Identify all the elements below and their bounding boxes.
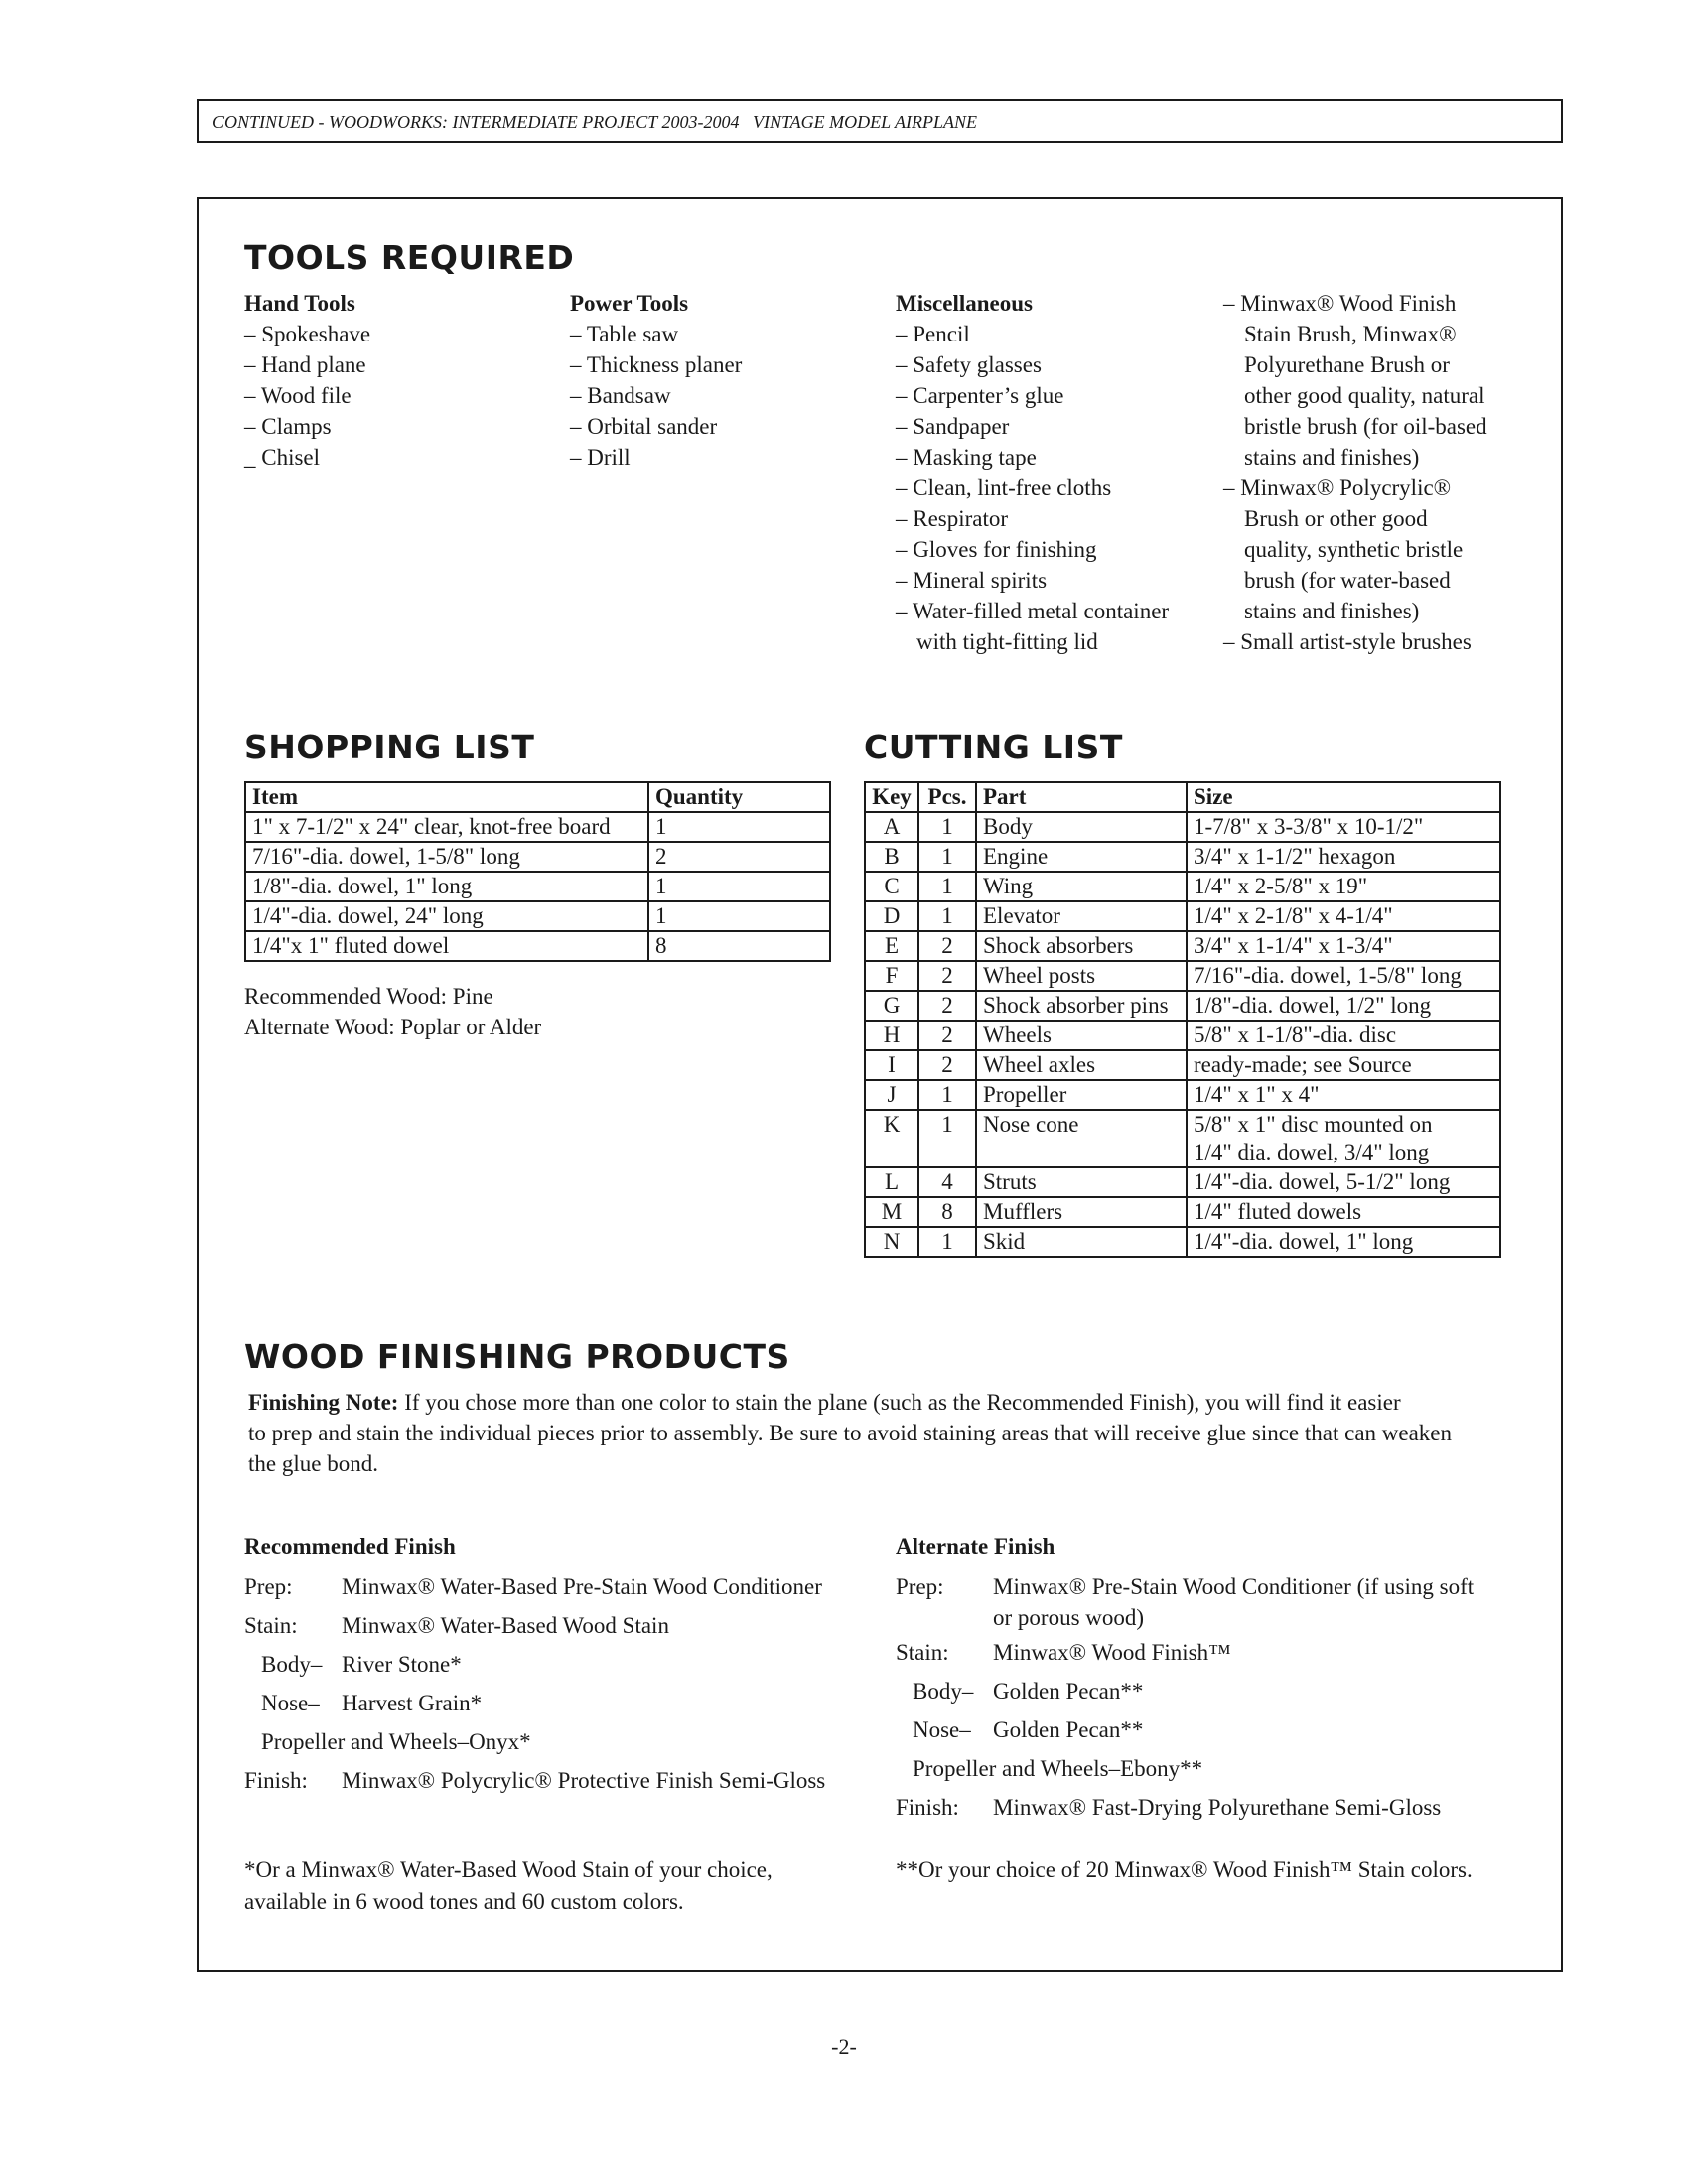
finish-body-row: Body– River Stone*	[261, 1652, 462, 1677]
page-header-text: CONTINUED - WOODWORKS: INTERMEDIATE PROJECT 2003-2004 VINTAGE MODEL AIRPLANE	[212, 112, 977, 132]
misc-item: – Pencil	[896, 322, 970, 346]
shopping-list-title: SHOPPING LIST	[244, 728, 535, 766]
misc-item: – Safety glasses	[896, 352, 1042, 377]
table-row: E 2 Shock absorbers 3/4" x 1-1/4" x 1-3/4"	[865, 931, 1500, 961]
misc-item: – Carpenter’s glue	[896, 383, 1064, 408]
table-row: G 2 Shock absorber pins 1/8"-dia. dowel, 1/2" long	[865, 991, 1500, 1021]
misc-item: – Sandpaper	[896, 414, 1010, 439]
misc-item: – Mineral spirits	[896, 568, 1048, 593]
hand-tool-item: – Clamps	[244, 414, 332, 439]
misc-item: – Masking tape	[896, 445, 1037, 470]
cutting-list-title: CUTTING LIST	[864, 728, 1123, 766]
page-number: -2-	[831, 2034, 857, 2059]
column-header-part: Part	[976, 782, 1187, 812]
finish-nose-row: Nose– Golden Pecan**	[913, 1717, 1144, 1742]
power-tool-item: – Table saw	[570, 322, 679, 346]
page-header	[197, 99, 1563, 143]
shopping-list-table	[244, 781, 831, 962]
finish-finish-row: Finish: Minwax® Polycrylic® Protective Finish Semi-Gloss	[244, 1768, 826, 1793]
alternate-finish	[896, 1531, 1511, 1827]
power-tools-column	[570, 288, 742, 473]
table-row: L 4 Struts 1/4"-dia. dowel, 5-1/2" long	[865, 1167, 1500, 1197]
finish-nose-row: Nose– Harvest Grain*	[261, 1691, 483, 1715]
table-row: F 2 Wheel posts 7/16"-dia. dowel, 1-5/8" long	[865, 961, 1500, 991]
column-header-key: Key	[865, 782, 918, 812]
hand-tools-heading: Hand Tools	[244, 291, 355, 316]
power-tool-item: – Drill	[570, 445, 631, 470]
misc-item: – Respirator	[896, 506, 1009, 531]
alternate-wood: Alternate Wood: Poplar or Alder	[244, 1015, 542, 1039]
table-row: 1/4"-dia. dowel, 24" long 1	[245, 901, 830, 931]
table-row: N 1 Skid 1/4"-dia. dowel, 1" long	[865, 1227, 1500, 1257]
brushes-column	[1223, 288, 1487, 657]
misc-item: – Clean, lint-free cloths	[896, 476, 1112, 500]
power-tool-item: – Bandsaw	[570, 383, 671, 408]
table-row: 1/4"x 1" fluted dowel 8	[245, 931, 830, 961]
brush-item-water: – Minwax® Polycrylic® Brush or other good quality, synthetic bristle brush (for water-based stains and finishes)	[1223, 476, 1464, 623]
finishing-note: Finishing Note: If you chose more than one color to stain the plane (such as the Recommended Finish), you will find it easier to prep and stain the individual pieces prior to assembly. Be sure to avoid staining areas that will receive glue since that can weaken the glue bond.	[248, 1390, 1453, 1476]
finish-prep-row: Prep: Minwax® Pre-Stain Wood Conditioner (if using soft or porous wood)	[896, 1574, 1475, 1630]
alternate-footnote: **Or your choice of 20 Minwax® Wood Finish™ Stain colors.	[896, 1857, 1473, 1882]
misc-item: – Gloves for finishing	[896, 537, 1097, 562]
alternate-finish-heading: Alternate Finish	[896, 1534, 1055, 1559]
recommended-footnote: *Or a Minwax® Water-Based Wood Stain of your choice, available in 6 wood tones and 60 custom colors.	[244, 1857, 773, 1914]
finish-stain-row: Stain: Minwax® Wood Finish™	[896, 1640, 1231, 1665]
recommended-finish-heading: Recommended Finish	[244, 1534, 456, 1559]
brush-item-artist: – Small artist-style brushes	[1223, 629, 1472, 654]
finish-prep-row: Prep: Minwax® Water-Based Pre-Stain Wood Conditioner	[244, 1574, 822, 1599]
miscellaneous-heading: Miscellaneous	[896, 291, 1033, 316]
power-tool-item: – Orbital sander	[570, 414, 718, 439]
table-row: 7/16"-dia. dowel, 1-5/8" long 2	[245, 842, 830, 872]
table-row: I 2 Wheel axles ready-made; see Source	[865, 1050, 1500, 1080]
table-row: A 1 Body 1-7/8" x 3-3/8" x 10-1/2"	[865, 812, 1500, 842]
power-tool-item: – Thickness planer	[570, 352, 743, 377]
finish-finish-row: Finish: Minwax® Fast-Drying Polyurethane Semi-Gloss	[896, 1795, 1442, 1820]
cutting-list-table	[864, 781, 1501, 1258]
hand-tool-item: – Hand plane	[244, 352, 366, 377]
table-header-row	[865, 782, 1500, 812]
table-row: D 1 Elevator 1/4" x 2-1/8" x 4-1/4"	[865, 901, 1500, 931]
tools-required-title: TOOLS REQUIRED	[244, 238, 575, 277]
hand-tool-item: _ Chisel	[244, 445, 321, 470]
hand-tool-item: – Wood file	[244, 383, 352, 408]
column-header-pcs: Pcs.	[918, 782, 976, 812]
recommended-wood: Recommended Wood: Pine	[244, 984, 493, 1009]
table-row: C 1 Wing 1/4" x 2-5/8" x 19"	[865, 872, 1500, 901]
misc-item-container: – Water-filled metal container with tight-fitting lid	[896, 599, 1170, 654]
miscellaneous-column	[896, 288, 1169, 657]
table-row: K 1 Nose cone 5/8" x 1" disc mounted on 1/4" dia. dowel, 3/4" long	[865, 1110, 1500, 1167]
power-tools-heading: Power Tools	[570, 291, 689, 316]
finishing-note-label: Finishing Note:	[248, 1390, 399, 1415]
column-header-size: Size	[1187, 782, 1500, 812]
hand-tools-column	[244, 288, 370, 473]
table-row: H 2 Wheels 5/8" x 1-1/8"-dia. disc	[865, 1021, 1500, 1050]
finish-propeller-row: Propeller and Wheels–Onyx*	[261, 1729, 531, 1754]
brush-item-oil: – Minwax® Wood Finish Stain Brush, Minwax® Polyurethane Brush or other good quality, natural bristle brush (for oil-based stains and finishes)	[1223, 291, 1487, 470]
wood-recommendation	[244, 981, 541, 1042]
table-row: 1/8"-dia. dowel, 1" long 1	[245, 872, 830, 901]
column-header-quantity: Quantity	[648, 782, 830, 812]
column-header-item: Item	[245, 782, 648, 812]
table-row: B 1 Engine 3/4" x 1-1/2" hexagon	[865, 842, 1500, 872]
finish-propeller-row: Propeller and Wheels–Ebony**	[913, 1756, 1203, 1781]
table-row: M 8 Mufflers 1/4" fluted dowels	[865, 1197, 1500, 1227]
finish-stain-row: Stain: Minwax® Water-Based Wood Stain	[244, 1613, 669, 1638]
finish-body-row: Body– Golden Pecan**	[913, 1679, 1144, 1704]
hand-tool-item: – Spokeshave	[244, 322, 371, 346]
table-row: J 1 Propeller 1/4" x 1" x 4"	[865, 1080, 1500, 1110]
recommended-finish	[244, 1531, 860, 1800]
table-row: 1" x 7-1/2" x 24" clear, knot-free board 1	[245, 812, 830, 842]
wood-finishing-title: WOOD FINISHING PRODUCTS	[244, 1337, 790, 1376]
table-header-row	[245, 782, 830, 812]
